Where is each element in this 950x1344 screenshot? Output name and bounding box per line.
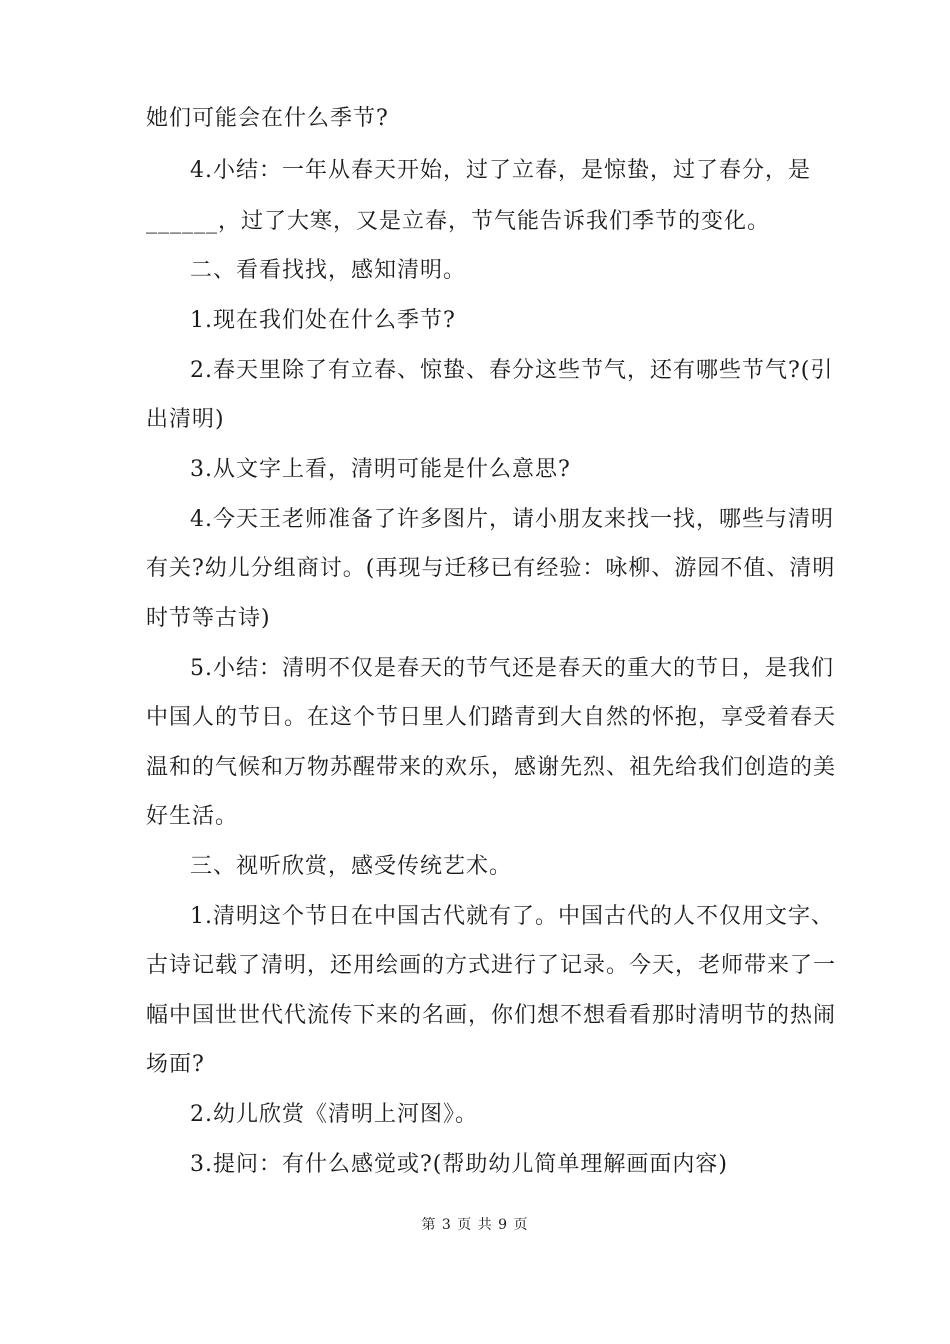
text-line: 2.春天里除了有立春、惊蛰、春分这些节气，还有哪些节气?(引 xyxy=(190,358,834,383)
text-line: 4.今天王老师准备了许多图片，请小朋友来找一找，哪些与清明 xyxy=(190,507,834,532)
text-line: 场面? xyxy=(146,1052,205,1077)
text-line: 出清明) xyxy=(146,407,225,432)
text-line: 古诗记载了清明，还用绘画的方式进行了记录。今天，老师带来了一 xyxy=(146,953,837,978)
text-line: 5.小结：清明不仅是春天的节气还是春天的重大的节日，是我们 xyxy=(190,656,834,681)
text-line: 好生活。 xyxy=(146,804,239,829)
text-line: 中国人的节日。在这个节日里人们踏青到大自然的怀抱，享受着春天 xyxy=(146,705,837,730)
text-line: ______，过了大寒，又是立春，节气能告诉我们季节的变化。 xyxy=(146,209,771,234)
section-heading: 三、视听欣赏，感受传统艺术。 xyxy=(190,854,513,879)
text-line: 1.清明这个节日在中国古代就有了。中国古代的人不仅用文字、 xyxy=(190,904,834,929)
text-line: 3.提问：有什么感觉或?(帮助幼儿简单理解画面内容) xyxy=(190,1152,728,1177)
text-line: 1.现在我们处在什么季节? xyxy=(190,308,456,333)
text-line: 有关?幼儿分组商讨。(再现与迁移已有经验：咏柳、游园不值、清明 xyxy=(146,556,836,581)
section-heading: 二、看看找找，感知清明。 xyxy=(190,258,467,283)
text-line: 温和的气候和万物苏醒带来的欢乐，感谢先烈、祖先给我们创造的美 xyxy=(146,755,837,780)
text-line: 时节等古诗) xyxy=(146,606,271,631)
text-line: 她们可能会在什么季节? xyxy=(146,106,389,131)
text-line: 4.小结：一年从春天开始，过了立春，是惊蛰，过了春分，是 xyxy=(190,158,811,183)
text-line: 2.幼儿欣赏《清明上河图》。 xyxy=(190,1102,478,1127)
text-line: 幅中国世世代代流传下来的名画，你们想不想看看那时清明节的热闹 xyxy=(146,1003,837,1028)
text-line: 3.从文字上看，清明可能是什么意思? xyxy=(190,457,571,482)
page-number-footer: 第 3 页 共 9 页 xyxy=(421,1217,529,1233)
